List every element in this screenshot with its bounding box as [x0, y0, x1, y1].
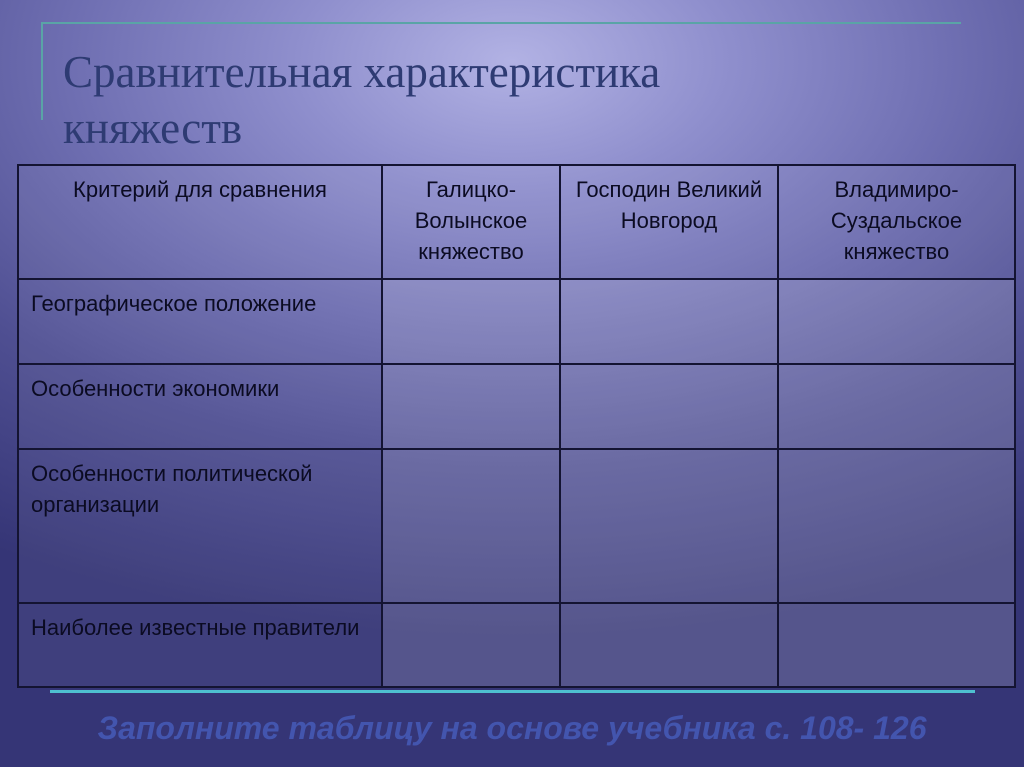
comparison-table: [17, 164, 1016, 688]
table-row: [18, 449, 1015, 603]
assignment-note: Заполните таблицу на основе учебника с. 108- 126: [97, 710, 927, 746]
table-cell-empty[interactable]: [560, 364, 778, 449]
table-header-row: [18, 165, 1015, 279]
header-vladimir-suzdal: Владимиро-Суздальское княжество: [778, 165, 1015, 279]
title-frame-horizontal-line: [41, 22, 961, 24]
header-criterion: Критерий для сравнения: [18, 165, 382, 279]
slide-title-line-2: княжеств: [63, 103, 243, 153]
slide-title-line-1: Сравнительная характеристика: [63, 47, 661, 97]
table-cell-empty[interactable]: [778, 279, 1015, 364]
table-cell-empty[interactable]: [778, 449, 1015, 603]
header-galicia-volhynia: Галицко-Волынское княжество: [382, 165, 560, 279]
table-cell-empty[interactable]: [560, 449, 778, 603]
row-criterion-economy: Особенности экономики: [18, 364, 382, 449]
table-cell-empty[interactable]: [560, 279, 778, 364]
row-criterion-politics: Особенности политической организации: [18, 449, 382, 603]
table-cell-empty[interactable]: [382, 449, 560, 603]
title-frame-vertical-line: [41, 22, 43, 120]
table-cell-empty[interactable]: [382, 603, 560, 687]
table-row: [18, 279, 1015, 364]
table-cell-empty[interactable]: [382, 279, 560, 364]
header-novgorod: Господин Великий Новгород: [560, 165, 778, 279]
table-row: [18, 603, 1015, 687]
table-cell-empty[interactable]: [778, 603, 1015, 687]
table-row: [18, 364, 1015, 449]
table-cell-empty[interactable]: [560, 603, 778, 687]
table-cell-empty[interactable]: [778, 364, 1015, 449]
row-criterion-geography: Географическое положение: [18, 279, 382, 364]
footer-divider-line: [50, 690, 975, 693]
slide-title: [63, 44, 963, 156]
table-cell-empty[interactable]: [382, 364, 560, 449]
row-criterion-rulers: Наиболее известные правители: [18, 603, 382, 687]
